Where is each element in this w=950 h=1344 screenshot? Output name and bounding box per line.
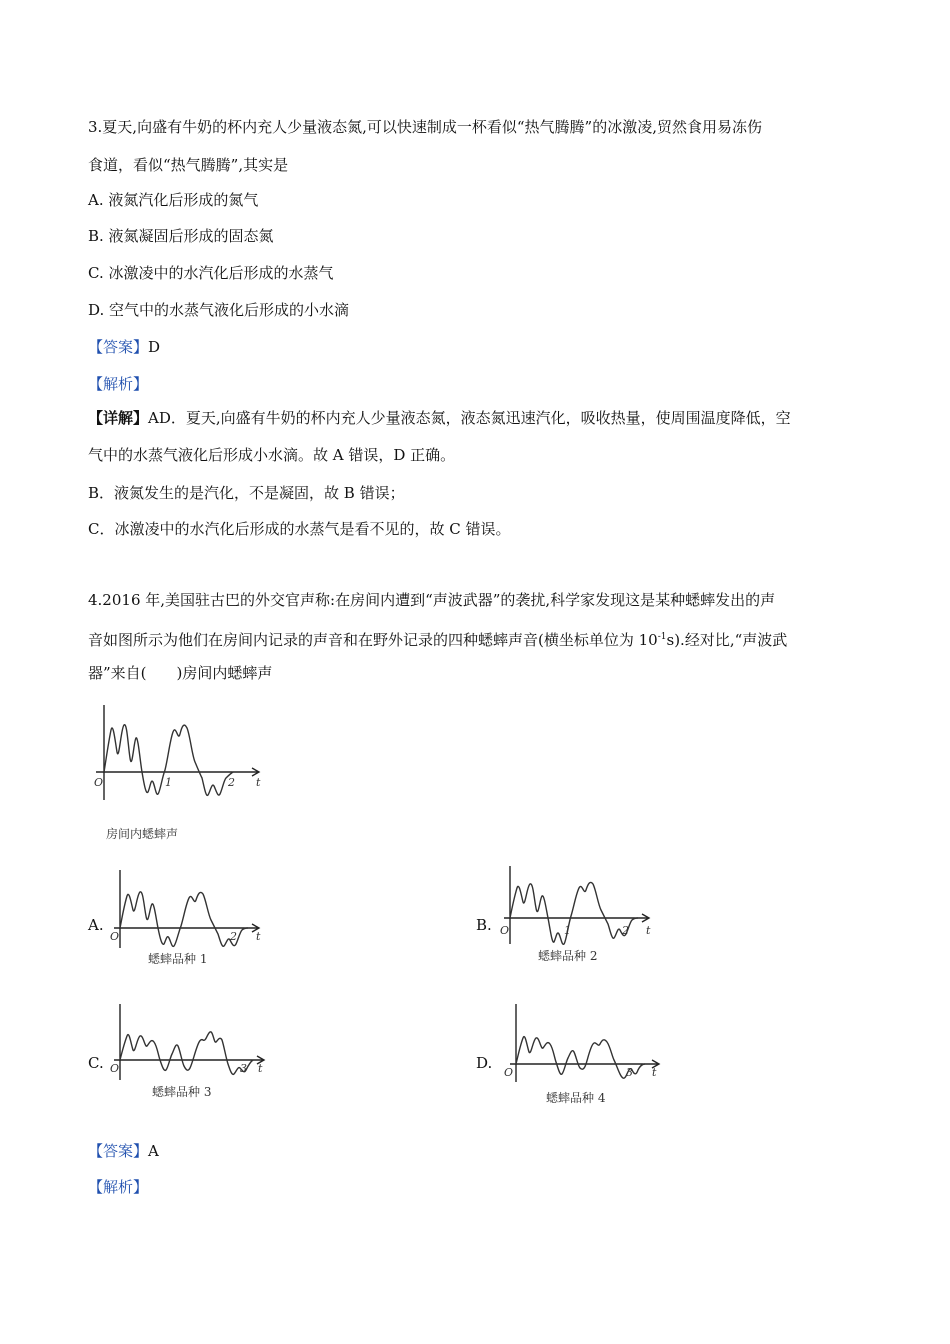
option-c-waveform-figure <box>108 1000 273 1108</box>
tick-1: 1 <box>564 924 571 937</box>
waveform <box>120 1032 253 1075</box>
tick-2: 2 <box>622 924 629 937</box>
axis-t-label: t <box>652 1066 657 1079</box>
origin-label: O <box>504 1066 514 1079</box>
option-c-caption: 蟋蟀品种 3 <box>152 1085 212 1099</box>
q4-stem-line2: 音如图所示为他们在房间内记录的声音和在野外记录的四种蟋蟀声音(横坐标单位为 $10^{-1}s$).经对比,“声波武 <box>88 631 788 649</box>
axis-t-label: t <box>256 776 261 789</box>
origin-label: O <box>110 930 120 943</box>
q3-stem-line2: 食道，看似“热气腾腾”,其实是 <box>88 156 289 174</box>
q3-detail-line3: B．液氮发生的是汽化，不是凝固，故 B 错误； <box>88 484 405 502</box>
q4-stem-line3: 器”来自( )房间内蟋蟀声 <box>88 664 273 682</box>
origin-label: O <box>110 1062 120 1075</box>
q4-option-c-label: C. <box>88 1054 104 1072</box>
tick-2: 2 <box>230 930 237 943</box>
tick-1: 1 <box>165 776 172 789</box>
q3-option-a: A. 液氮汽化后形成的氮气 <box>88 191 259 209</box>
q3-analysis-tag: 【解析】 <box>88 375 149 393</box>
option-b-waveform-figure <box>498 862 658 968</box>
option-d-caption: 蟋蟀品种 4 <box>546 1091 606 1105</box>
q4-answer-tag: 【答案】 <box>88 1142 149 1160</box>
waveform <box>510 882 638 944</box>
tick-3: 3 <box>240 1062 247 1075</box>
option-a-caption: 蟋蟀品种 1 <box>148 952 208 966</box>
q3-stem-line1: 3.夏天,向盛有牛奶的杯内充人少量液态氮,可以快速制成一杯看似“热气腾腾”的冰激凌,贸然食用易冻伤 <box>88 118 762 136</box>
q3-answer <box>88 337 160 357</box>
q4-option-d-label: D. <box>476 1054 493 1072</box>
q4-stem-line1: 4.2016 年,美国驻古巴的外交官声称:在房间内遭到“声波武器”的袭扰,科学家发现这是某种蟋蟀发出的声 <box>88 591 776 609</box>
q3-analysis <box>88 374 148 394</box>
waveform <box>120 892 248 947</box>
q3-option-b: B. 液氮凝固后形成的固态氮 <box>88 227 274 245</box>
q3-detail-line4: C．冰激凌中的水汽化后形成的水蒸气是看不见的，故 C 错误。 <box>88 520 511 538</box>
q3-detail-line1: 【详解】AD．夏天,向盛有牛奶的杯内充人少量液态氮，液态氮迅速汽化，吸收热量，使周围温度降低，空 <box>88 409 791 427</box>
tick-3: 3 <box>626 1066 633 1079</box>
axis-t-label: t <box>646 924 651 937</box>
tick-2: 2 <box>228 776 235 789</box>
q3-detail-line2: 气中的水蒸气液化后形成小水滴。故 A 错误，D 正确。 <box>88 446 456 464</box>
q3-detail-tag: 【详解】 <box>88 409 149 427</box>
q3-option-d: D. 空气中的水蒸气液化后形成的小水滴 <box>88 301 350 319</box>
option-a-waveform-figure <box>108 868 268 968</box>
room-cricket-waveform-figure <box>88 700 268 845</box>
q4-option-b-label: B. <box>476 916 492 934</box>
origin-label: O <box>500 924 510 937</box>
axis-t-label: t <box>258 1062 263 1075</box>
q4-option-a-label: A. <box>88 916 104 934</box>
q3-option-c: C. 冰激凌中的水汽化后形成的水蒸气 <box>88 264 334 282</box>
axis-t-label: t <box>256 930 261 943</box>
figure-caption: 房间内蟋蟀声 <box>106 827 179 841</box>
origin-label: O <box>94 776 104 789</box>
q4-analysis-tag: 【解析】 <box>88 1178 149 1196</box>
q3-answer-value: D <box>148 338 161 356</box>
q4-analysis <box>88 1177 148 1197</box>
option-b-caption: 蟋蟀品种 2 <box>538 949 598 963</box>
option-d-waveform-figure <box>500 1000 665 1110</box>
q4-answer-value: A <box>148 1142 159 1160</box>
q4-answer <box>88 1141 159 1161</box>
q3-answer-tag: 【答案】 <box>88 338 149 356</box>
